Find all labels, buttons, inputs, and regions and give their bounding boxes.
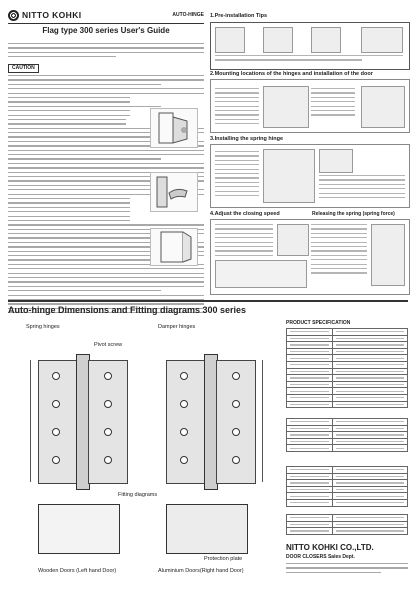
dimension-line	[262, 360, 263, 482]
section-mounting-title: 2.Mounting locations of the hinges and installation of the door	[210, 71, 373, 77]
pre-install-figure-3	[311, 27, 341, 53]
caution-illustration-door-1	[150, 108, 198, 148]
pre-install-figure-4	[361, 27, 403, 53]
caution-illustration-hand	[150, 172, 198, 212]
company-logo-icon	[8, 10, 19, 21]
mounting-text-left	[215, 88, 259, 128]
caution-label: CAUTION	[8, 64, 39, 73]
section-closing-speed-title: 4.Adjust the closing speed	[210, 211, 280, 217]
mounting-text-right	[311, 88, 355, 119]
company-division: DOOR CLOSERS Sales Dept.	[286, 554, 355, 560]
screw-hole	[180, 428, 188, 436]
release-spring-figure	[371, 224, 405, 286]
wooden-door-label: Wooden Doors (Left hand Door)	[38, 568, 117, 574]
closing-speed-figure	[277, 224, 309, 256]
company-block	[286, 543, 408, 576]
section-pre-installation-title: 1.Pre-installation Tips	[210, 13, 268, 19]
pre-installation-panel	[210, 22, 410, 70]
dimension-drawings	[8, 320, 282, 584]
brand-name: NITTO KOHKI	[22, 10, 82, 20]
closing-speed-text	[215, 224, 273, 259]
spec-table-main	[286, 328, 408, 408]
mounting-panel	[210, 79, 410, 133]
damper-hinges-label: Damper hinges	[158, 324, 196, 330]
screw-hole	[104, 372, 112, 380]
spring-force-figure	[319, 149, 353, 173]
product-tag: AUTO-HINGE	[172, 12, 204, 18]
screw-hole	[52, 400, 60, 408]
spring-hinge-text-right	[319, 175, 405, 201]
header-rule	[8, 23, 204, 24]
mounting-hinge-figure	[361, 86, 405, 128]
fitting-diagrams-label: Fitting diagrams	[118, 492, 158, 498]
screw-hole	[104, 456, 112, 464]
pre-install-figure-1	[215, 27, 245, 53]
screw-hole	[232, 456, 240, 464]
mounting-door-figure	[263, 86, 309, 128]
section-spring-hinge-title: 3.Installing the spring hinge	[210, 136, 284, 142]
company-name: NITTO KOHKI CO.,LTD.	[286, 543, 374, 552]
screw-hole	[232, 428, 240, 436]
intro-paragraph	[8, 43, 204, 61]
screw-hole	[180, 372, 188, 380]
spring-hinge-panel	[210, 144, 410, 208]
spec-table-empty-hinge-parts	[286, 514, 408, 535]
pivot-screw-label: Pivot screw	[94, 342, 123, 348]
header	[8, 9, 204, 35]
guide-title: Flag type 300 series User's Guide	[42, 26, 170, 35]
screw-hole	[104, 400, 112, 408]
pre-install-captions	[215, 55, 403, 64]
screw-hole	[180, 456, 188, 464]
dimensions-section-title: Auto-hinge Dimensions and Fitting diagrams 300 series	[8, 305, 247, 315]
screw-hole	[52, 428, 60, 436]
spec-table-empty-hinges	[286, 418, 408, 452]
bottom-section-rule	[8, 300, 408, 302]
release-spring-text	[311, 224, 367, 277]
screw-hole	[180, 400, 188, 408]
protection-plate-label: Protection plate	[204, 556, 243, 562]
closing-speed-panel	[210, 219, 410, 295]
screw-hole	[232, 400, 240, 408]
aluminum-door-label: Aluminium Doors(Right hand Door)	[158, 568, 244, 574]
screw-hole	[52, 372, 60, 380]
caution-illustration-door-2	[150, 228, 198, 266]
section-release-spring-title: Releasing the spring (spring force)	[312, 211, 395, 217]
speed-adjustment-chart	[215, 260, 307, 288]
wooden-door-section	[38, 504, 120, 554]
screw-hole	[232, 372, 240, 380]
spring-hinge-figure	[263, 149, 315, 203]
screw-hole	[104, 428, 112, 436]
spring-hinges-label: Spring hinges	[26, 324, 60, 330]
spring-hinge-text-left	[215, 151, 259, 199]
product-specification-title: PRODUCT SPECIFICATION	[286, 320, 351, 326]
aluminum-door-section	[166, 504, 248, 554]
screw-hole	[52, 456, 60, 464]
spec-table-auto-hinge-parts	[286, 466, 408, 507]
dimension-line	[30, 360, 31, 482]
pre-install-figure-2	[263, 27, 293, 53]
